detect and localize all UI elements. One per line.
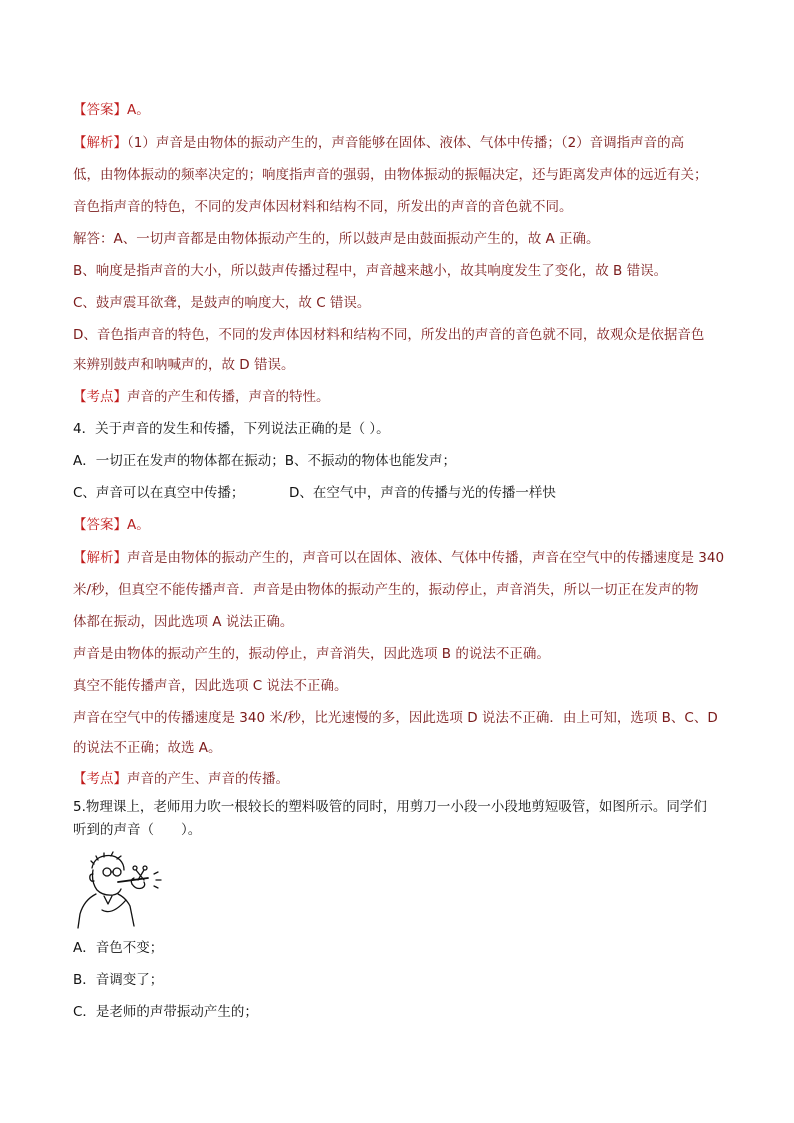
- q4-option-c: C、声音可以在真空中传播；: [73, 485, 245, 501]
- q5-stem-line-1: 5.物理课上，老师用力吹一根较长的塑料吸管的同时，用剪刀一小段一小段地剪短吸管，如图所示。同学们: [73, 799, 707, 815]
- q3-solution-line-3: C、鼓声震耳欲聋，是鼓声的响度大，故 C 错误。: [73, 295, 371, 311]
- q4-answer-line: [73, 515, 150, 535]
- q3-kaodian-tag: 【考点】: [73, 389, 127, 405]
- q4-analysis-line-2: 米/秒，但真空不能传播声音．声音是由物体的振动产生的，振动停止，声音消失，所以一切正在发声的物: [73, 582, 699, 598]
- q4-analysis-line-4: 声音是由物体的振动产生的，振动停止，声音消失，因此选项 B 的说法不正确。: [73, 646, 550, 662]
- q4-kaodian-text: 声音的产生、声音的传播。: [127, 771, 289, 787]
- q4-option-d: D、在空气中，声音的传播与光的传播一样快: [289, 485, 556, 501]
- q5-stem-line-2: 听到的声音（ ）。: [73, 822, 202, 838]
- teacher-blowing-straw-illustration: [74, 850, 174, 930]
- q4-kaodian-line: [73, 769, 289, 789]
- q3-answer-line: [73, 100, 150, 120]
- q4-stem: 4．关于声音的发生和传播，下列说法正确的是（ ）。: [73, 421, 390, 437]
- q3-analysis-tag: 【解析】: [73, 135, 127, 151]
- q3-kaodian-line: [73, 387, 330, 407]
- q3-answer-value: A。: [127, 102, 150, 118]
- q4-kaodian-tag: 【考点】: [73, 771, 127, 787]
- q3-solution-line-1: 解答：A、一切声音都是由物体振动产生的，所以鼓声是由鼓面振动产生的，故 A 正确。: [73, 231, 600, 247]
- q4-analysis-line-7: 的说法不正确；故选 A。: [73, 740, 222, 756]
- q3-analysis-line-2: 低，由物体振动的频率决定的；响度指声音的强弱，由物体振动的振幅决定，还与距离发声体的远近有关；: [73, 167, 708, 183]
- q3-kaodian-text: 声音的产生和传播，声音的特性。: [127, 389, 330, 405]
- q4-analysis-line-3: 体都在振动，因此选项 A 说法正确。: [73, 614, 294, 630]
- q5-option-b: B．音调变了；: [73, 972, 164, 988]
- teacher-drawing-svg: [74, 850, 174, 930]
- q4-analysis-line-6: 声音在空气中的传播速度是 340 米/秒，比光速慢的多，因此选项 D 说法不正确．由上可知，选项 B、C、D: [73, 710, 718, 726]
- q4-analysis-tag: 【解析】: [73, 550, 127, 566]
- q3-answer-tag: 【答案】: [73, 102, 127, 118]
- q3-solution-line-5: 来辨别鼓声和呐喊声的，故 D 错误。: [73, 357, 295, 373]
- q3-analysis-line-1: [73, 133, 684, 153]
- q3-solution-line-4: D、音色指声音的特色，不同的发声体因材料和结构不同，所发出的声音的音色就不同，故观众是依据音色: [73, 327, 705, 343]
- q4-answer-tag: 【答案】: [73, 517, 127, 533]
- q4-answer-value: A。: [127, 517, 150, 533]
- q4-analysis-text-1: 声音是由物体的振动产生的，声音可以在固体、液体、气体中传播，声音在空气中的传播速度是 340: [127, 550, 725, 566]
- q5-option-c: C．是老师的声带振动产生的；: [73, 1004, 258, 1020]
- q3-analysis-text-1: （1）声音是由物体的振动产生的，声音能够在固体、液体、气体中传播；（2）音调指声音的高: [127, 135, 685, 151]
- q4-analysis-line-1: [73, 548, 724, 568]
- q3-analysis-line-3: 音色指声音的特色，不同的发声体因材料和结构不同，所发出的声音的音色就不同。: [73, 199, 573, 215]
- q4-analysis-line-5: 真空不能传播声音，因此选项 C 说法不正确。: [73, 678, 348, 694]
- q4-options-ab: A．一切正在发声的物体都在振动；B、不振动的物体也能发声；: [73, 453, 456, 469]
- q5-option-a: A．音色不变；: [73, 940, 164, 956]
- q3-solution-line-2: B、响度是指声音的大小，所以鼓声传播过程中，声音越来越小，故其响度发生了变化，故 B 错误。: [73, 263, 668, 279]
